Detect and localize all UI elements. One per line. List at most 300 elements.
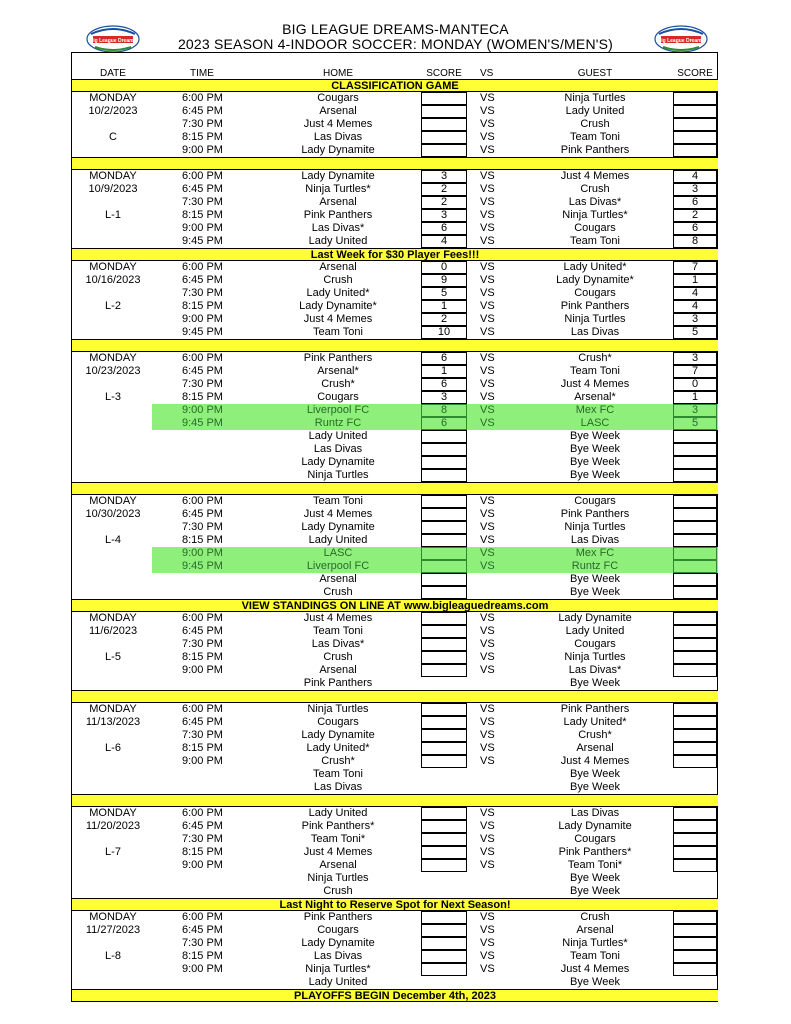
separator-bar [72,690,718,703]
guest-team: Lady United [565,105,625,117]
home-team: Ninja Turtles [307,703,369,715]
guest-team: Las Divas [570,326,620,338]
guest-score-box [673,833,717,846]
table-row [72,521,718,534]
guest-score-box [673,612,717,625]
guest-team: Mex FC [575,404,615,416]
guest-team: Team Toni [570,365,620,377]
home-team: Liverpool FC [306,404,370,416]
guest-team: Bye Week [570,768,620,780]
guest-score-box [673,846,717,859]
separator-bar [72,339,718,352]
game-time: 8:15 PM [182,209,223,221]
document-title: BIG LEAGUE DREAMS-MANTECA [282,21,509,37]
guest-score-box [673,742,717,755]
guest-team: Pink Panthers [560,703,630,715]
guest-team: Crush [580,118,610,130]
header-guest-score: SCORE [677,68,713,79]
versus-label: VS [480,638,495,650]
home-team: Crush [323,274,353,286]
guest-team: Cougars [574,833,616,845]
versus-label: VS [480,625,495,637]
versus-label: VS [480,703,495,715]
guest-score-box [673,144,717,157]
home-team: Arsenal [319,664,357,676]
home-score: 3 [440,170,448,182]
guest-team: Cougars [574,222,616,234]
home-score: 9 [440,274,448,286]
table-row [72,274,718,287]
guest-team: Bye Week [570,872,620,884]
header-vs: VS [480,68,494,79]
versus-label: VS [480,612,495,624]
game-time: 9:00 PM [182,664,223,676]
home-team: Lady Dynamite [301,456,375,468]
versus-label: VS [480,144,495,156]
game-time: 9:00 PM [182,859,223,871]
home-team: Lady Dynamite [301,937,375,949]
home-team: Las Divas [313,950,363,962]
home-team: Las Divas [313,781,363,793]
game-time: 6:45 PM [182,508,223,520]
header-guest: GUEST [577,68,613,79]
table-row [72,508,718,521]
home-team: Runtz FC [314,417,362,429]
guest-team: Bye Week [570,885,620,897]
guest-team: Ninja Turtles [564,521,626,533]
home-score: 6 [440,352,448,364]
guest-score-box [673,547,717,560]
home-team: Lady United [308,235,368,247]
guest-score-box [673,469,717,482]
home-score: 2 [440,313,448,325]
guest-score: 4 [691,170,699,182]
guest-score-box [673,508,717,521]
home-team: Ninja Turtles [307,469,369,481]
table-row [72,144,718,157]
home-team: Lady Dynamite [301,144,375,156]
home-team: Crush [323,885,353,897]
home-team: Cougars [317,92,359,104]
home-team: Cougars [317,716,359,728]
versus-label: VS [480,391,495,403]
svg-text:Big League Dreams: Big League Dreams [89,38,137,44]
announcement-bar: CLASSIFICATION GAME [72,79,718,92]
home-team: Ninja Turtles [307,872,369,884]
table-row [72,313,718,326]
game-time: 6:45 PM [182,716,223,728]
home-team: Just 4 Memes [303,612,373,624]
game-time: 6:45 PM [182,105,223,117]
table-row [72,976,718,989]
home-team: Arsenal [319,573,357,585]
game-date: MONDAY [89,612,137,624]
guest-score-box [673,664,717,677]
home-score: 3 [440,391,448,403]
versus-label: VS [480,118,495,130]
home-team: Team Toni* [310,833,366,845]
guest-team: Lady United [565,625,625,637]
table-row [72,495,718,508]
home-team: Las Divas* [311,638,365,650]
guest-score: 1 [691,274,699,286]
game-date: L-5 [105,651,121,663]
guest-team: Ninja Turtles [564,313,626,325]
home-team: Pink Panthers [303,352,373,364]
game-date: MONDAY [89,92,137,104]
table-row [72,456,718,469]
versus-label: VS [480,183,495,195]
game-time: 8:15 PM [182,391,223,403]
versus-label: VS [480,560,495,572]
game-time: 9:00 PM [182,547,223,559]
guest-team: Ninja Turtles [564,92,626,104]
table-row [72,885,718,898]
table-row [72,924,718,937]
game-time: 6:00 PM [182,352,223,364]
versus-label: VS [480,742,495,754]
table-row [72,807,718,820]
guest-score: 2 [691,209,699,221]
game-date: 11/20/2023 [85,820,141,832]
header-home: HOME [323,68,353,79]
schedule-table [72,66,718,1002]
table-row [72,326,718,339]
table-row [72,703,718,716]
guest-team: Pink Panthers* [558,846,632,858]
guest-team: Cougars [574,287,616,299]
versus-label: VS [480,261,495,273]
guest-team: Pink Panthers [560,300,630,312]
guest-team: Las Divas [570,534,620,546]
guest-score: 3 [691,313,699,325]
home-team: Arsenal [319,261,357,273]
game-time: 9:45 PM [182,326,223,338]
separator-bar [72,157,718,170]
game-date: 10/30/2023 [85,508,141,520]
separator-bar [72,794,718,807]
guest-team: Las Divas [570,807,620,819]
game-date: 10/9/2023 [88,183,138,195]
table-row [72,430,718,443]
game-time: 7:30 PM [182,833,223,845]
guest-score: 6 [691,196,699,208]
guest-team: Just 4 Memes [560,170,630,182]
versus-label: VS [480,651,495,663]
guest-score-box [673,638,717,651]
home-score: 6 [440,417,448,429]
table-row [72,235,718,248]
game-time: 8:15 PM [182,534,223,546]
table-row [72,534,718,547]
table-row [72,209,718,222]
header-home-score: SCORE [426,68,462,79]
home-team: Pink Panthers [303,209,373,221]
home-team: Crush [323,651,353,663]
game-date: 11/13/2023 [85,716,141,728]
table-row [72,963,718,976]
announcement-bar: Last Week for $30 Player Fees!!! [72,248,718,261]
table-header [72,66,718,79]
game-date: L-3 [105,391,121,403]
table-row [72,222,718,235]
guest-score-box [673,443,717,456]
game-date: L-4 [105,534,121,546]
versus-label: VS [480,859,495,871]
table-row [72,183,718,196]
game-time: 9:00 PM [182,963,223,975]
guest-score: 8 [691,235,699,247]
table-row [72,742,718,755]
table-row [72,365,718,378]
table-row [72,469,718,482]
table-row [72,859,718,872]
versus-label: VS [480,92,495,104]
table-row [72,547,718,560]
game-time: 6:00 PM [182,261,223,273]
separator-bar [72,482,718,495]
guest-team: Las Divas* [568,196,622,208]
guest-team: Bye Week [570,781,620,793]
home-score: 4 [440,235,448,247]
guest-team: Bye Week [570,443,620,455]
guest-score-box [673,586,717,599]
versus-label: VS [480,365,495,377]
table-row [72,118,718,131]
guest-team: Bye Week [570,976,620,988]
guest-score-box [673,963,717,976]
versus-label: VS [480,417,495,429]
guest-score: 6 [691,222,699,234]
home-team: Lady United [308,807,368,819]
guest-team: Pink Panthers [560,508,630,520]
header-time: TIME [190,68,214,79]
table-row [72,404,718,417]
guest-team: Bye Week [570,430,620,442]
guest-team: Arsenal [576,924,614,936]
home-team: Las Divas [313,131,363,143]
game-time: 9:00 PM [182,144,223,156]
guest-team: Team Toni [570,235,620,247]
home-team: Just 4 Memes [303,313,373,325]
versus-label: VS [480,807,495,819]
guest-team: Las Divas* [568,664,622,676]
home-team: Arsenal [319,105,357,117]
guest-score-box [673,521,717,534]
home-team: Ninja Turtles* [305,183,371,195]
table-row [72,300,718,313]
guest-score: 4 [691,287,699,299]
guest-score-box [673,950,717,963]
versus-label: VS [480,326,495,338]
table-row [72,378,718,391]
game-time: 6:45 PM [182,274,223,286]
guest-score-box [673,729,717,742]
guest-score: 5 [691,326,699,338]
game-date: 10/16/2023 [85,274,141,286]
game-time: 9:00 PM [182,404,223,416]
home-score: 1 [440,365,448,377]
guest-score-box [673,456,717,469]
guest-score-box [673,534,717,547]
guest-score-box [673,820,717,833]
guest-team: Crush [580,183,610,195]
game-time: 8:15 PM [182,300,223,312]
guest-score-box [673,573,717,586]
guest-team: Cougars [574,638,616,650]
game-date: MONDAY [89,807,137,819]
home-team: Arsenal* [317,365,359,377]
home-score: 1 [440,300,448,312]
guest-score: 7 [691,365,699,377]
versus-label: VS [480,508,495,520]
table-row [72,131,718,144]
versus-label: VS [480,729,495,741]
game-date: L-7 [105,846,121,858]
game-time: 6:45 PM [182,625,223,637]
game-date: MONDAY [89,703,137,715]
guest-team: Pink Panthers [560,144,630,156]
announcement-bar: PLAYOFFS BEGIN December 4th, 2023 [72,989,718,1002]
table-row [72,560,718,573]
table-row [72,664,718,677]
home-team: Lady Dynamite [301,521,375,533]
guest-team: Cougars [574,495,616,507]
guest-team: Just 4 Memes [560,963,630,975]
versus-label: VS [480,950,495,962]
game-time: 6:45 PM [182,820,223,832]
versus-label: VS [480,235,495,247]
versus-label: VS [480,313,495,325]
game-time: 6:00 PM [182,170,223,182]
versus-label: VS [480,105,495,117]
game-date: MONDAY [89,170,137,182]
guest-team: Team Toni [570,950,620,962]
table-row [72,287,718,300]
header-date: DATE [100,68,126,79]
game-time: 7:30 PM [182,521,223,533]
game-date: 10/23/2023 [85,365,141,377]
game-time: 6:45 PM [182,365,223,377]
table-row [72,872,718,885]
home-team: LASC [323,547,353,559]
table-row [72,586,718,599]
guest-score: 0 [691,378,699,390]
guest-score-box [673,807,717,820]
game-date: L-6 [105,742,121,754]
game-time: 8:15 PM [182,131,223,143]
table-row [72,105,718,118]
guest-team: Ninja Turtles* [562,209,628,221]
guest-team: Crush [580,911,610,923]
game-date: 11/6/2023 [88,625,138,637]
guest-score: 3 [691,183,699,195]
game-time: 6:00 PM [182,495,223,507]
home-score: 3 [440,209,448,221]
home-team: Cougars [317,391,359,403]
table-row [72,417,718,430]
document-subtitle: 2023 SEASON 4-INDOOR SOCCER: MONDAY (WOMEN'S/MEN'S) [177,36,614,52]
game-time: 9:00 PM [182,222,223,234]
versus-label: VS [480,131,495,143]
table-row [72,573,718,586]
table-row [72,170,718,183]
guest-team: Crush* [578,729,612,741]
game-date: L-1 [105,209,121,221]
table-row [72,768,718,781]
guest-team: LASC [580,417,610,429]
home-team: Las Divas* [311,222,365,234]
guest-team: Bye Week [570,573,620,585]
guest-score-box [673,430,717,443]
guest-score-box [673,495,717,508]
guest-score-box [673,651,717,664]
game-date: 11/27/2023 [85,924,141,936]
game-time: 6:45 PM [182,924,223,936]
home-team: Pink Panthers [303,911,373,923]
game-time: 8:15 PM [182,651,223,663]
guest-team: Team Toni [570,131,620,143]
home-score: 2 [440,183,448,195]
table-row [72,352,718,365]
game-time: 7:30 PM [182,118,223,130]
guest-score-box [673,131,717,144]
home-score: 6 [440,378,448,390]
guest-score-box [673,560,717,573]
home-team: Just 4 Memes [303,508,373,520]
home-team: Pink Panthers* [301,820,375,832]
home-score: 5 [440,287,448,299]
game-time: 8:15 PM [182,950,223,962]
guest-team: Ninja Turtles* [562,937,628,949]
versus-label: VS [480,547,495,559]
table-row [72,820,718,833]
table-row [72,781,718,794]
table-row [72,625,718,638]
versus-label: VS [480,820,495,832]
game-date: 10/2/2023 [88,105,138,117]
guest-team: Runtz FC [571,560,619,572]
game-time: 6:00 PM [182,807,223,819]
table-row [72,729,718,742]
game-date: L-8 [105,950,121,962]
home-team: Team Toni [313,768,363,780]
home-team: Liverpool FC [306,560,370,572]
game-date: MONDAY [89,352,137,364]
guest-score-box [673,911,717,924]
game-time: 6:00 PM [182,911,223,923]
guest-team: Lady Dynamite [558,820,632,832]
guest-score: 3 [691,352,699,364]
table-row [72,755,718,768]
game-time: 7:30 PM [182,378,223,390]
game-time: 6:00 PM [182,612,223,624]
guest-score-box [673,92,717,105]
versus-label: VS [480,378,495,390]
game-time: 7:30 PM [182,287,223,299]
home-score: 6 [440,222,448,234]
game-date: MONDAY [89,911,137,923]
table-row [72,443,718,456]
versus-label: VS [480,937,495,949]
guest-team: Bye Week [570,456,620,468]
guest-score-box [673,625,717,638]
table-row [72,638,718,651]
versus-label: VS [480,924,495,936]
table-row [72,677,718,690]
game-time: 7:30 PM [182,196,223,208]
guest-score: 3 [691,404,699,416]
